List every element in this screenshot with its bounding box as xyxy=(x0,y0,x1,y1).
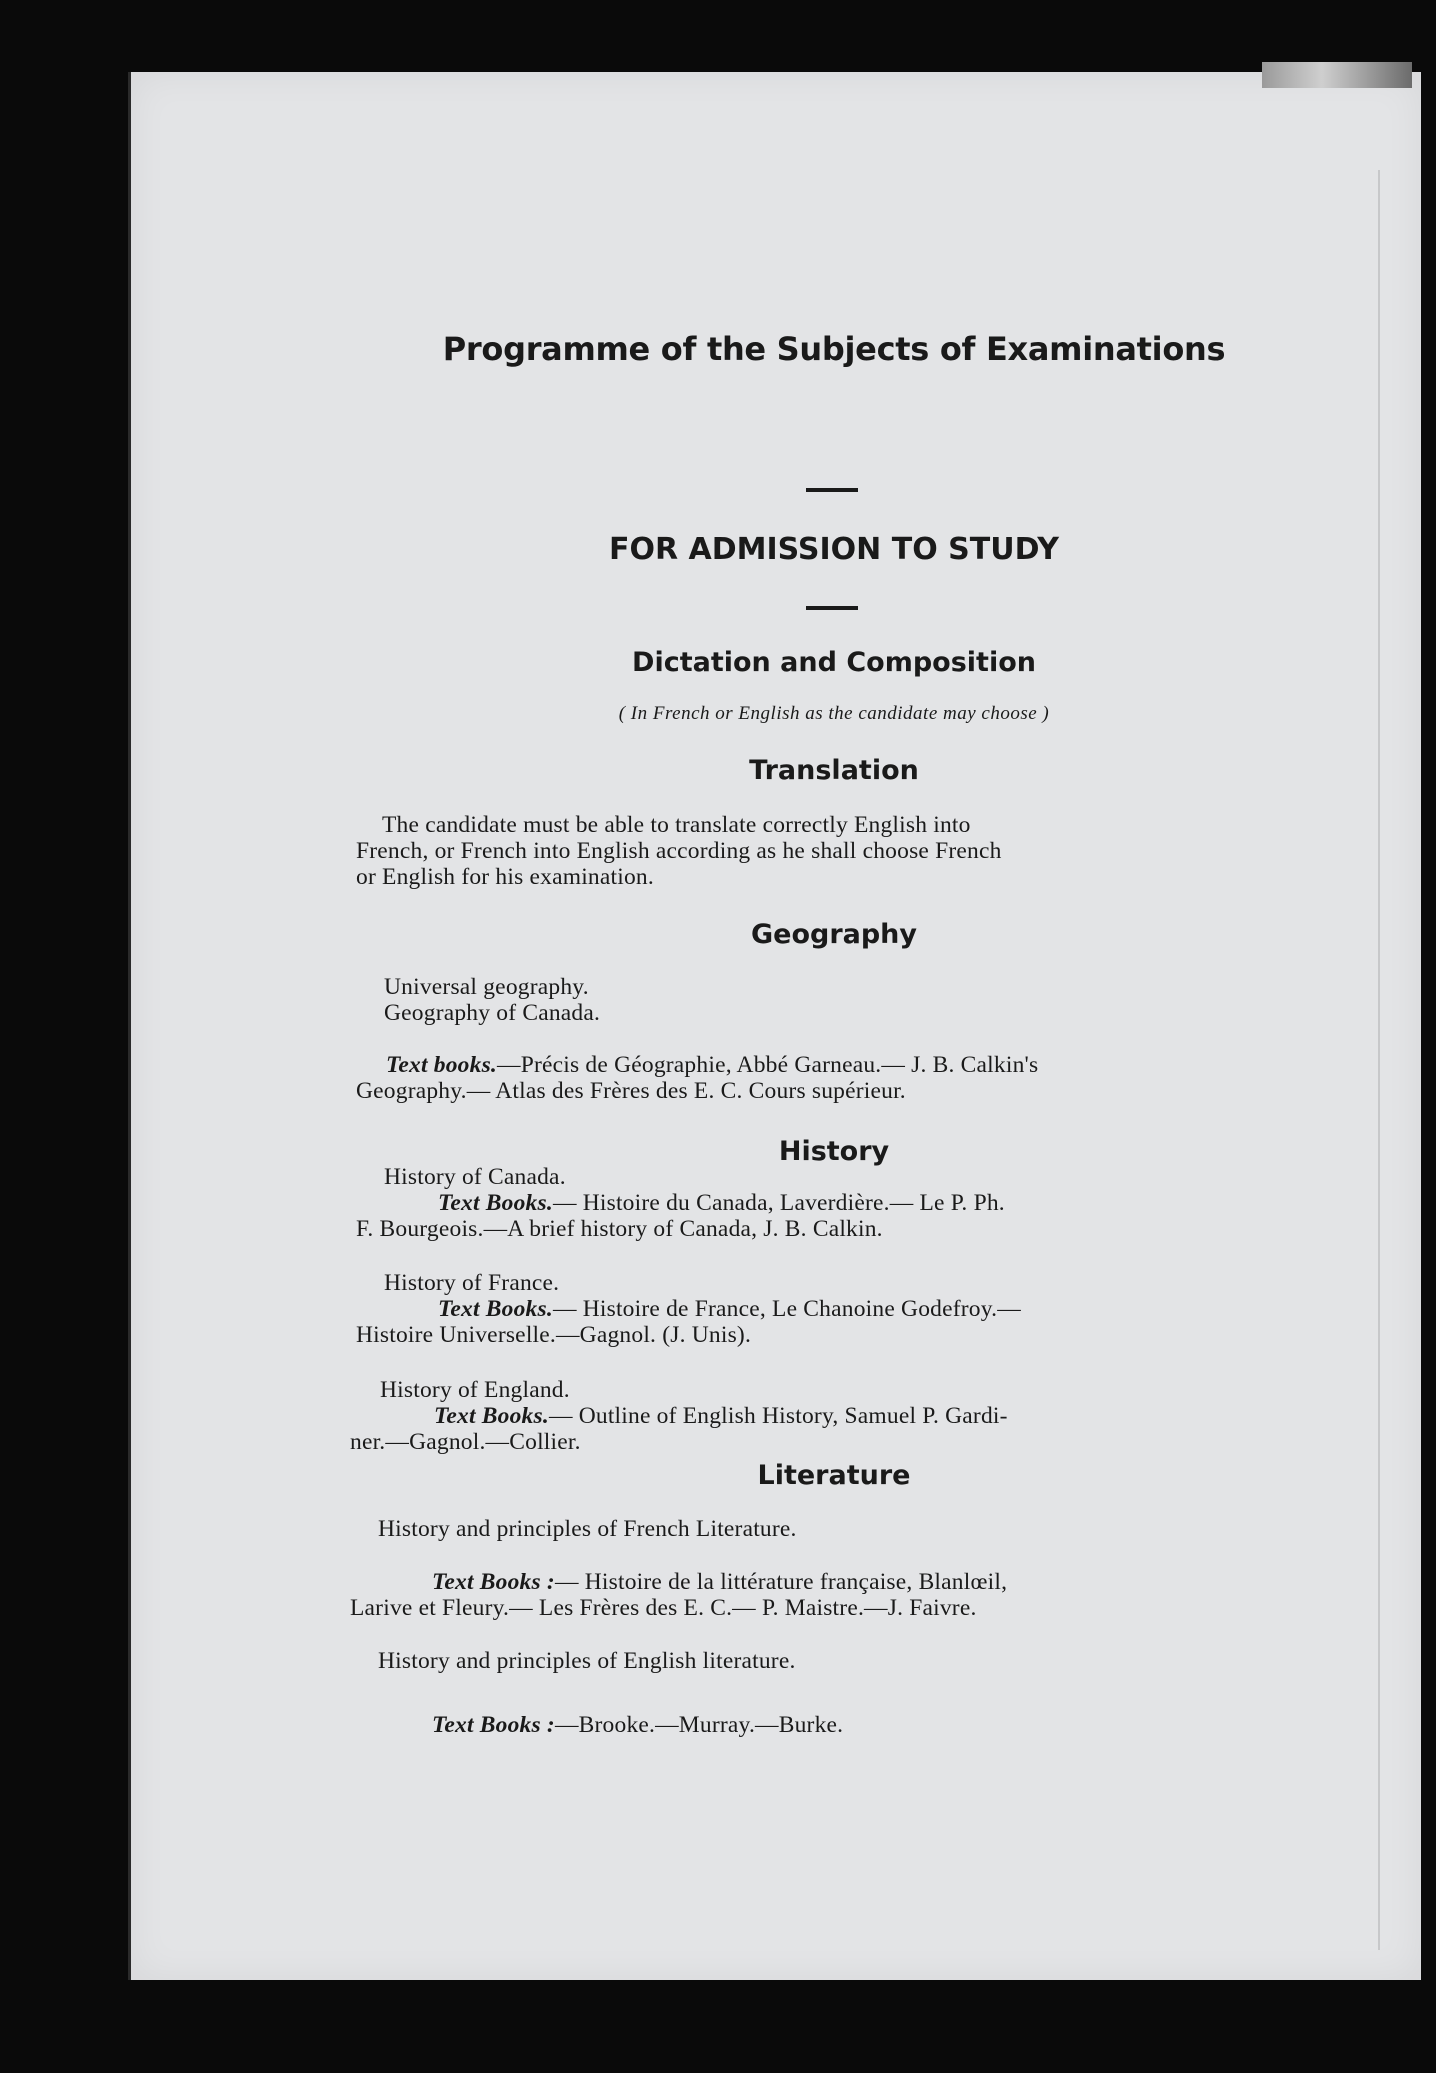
literature-french-textbooks-text-1: — Histoire de la littérature française, Blanlœil, xyxy=(554,1569,1008,1595)
history-france-textbooks-line-2: Histoire Universelle.—Gagnol. (J. Unis). xyxy=(356,1322,752,1348)
geography-item-canada: Geography of Canada. xyxy=(384,1000,601,1026)
history-canada xyxy=(356,1164,1005,1242)
literature-french xyxy=(378,1516,797,1542)
section-heading-translation: Translation xyxy=(749,755,919,786)
history-france-textbooks-label: Text Books. xyxy=(438,1296,553,1322)
literature-french-textbooks-line-2: Larive et Fleury.— Les Frères des E. C.— P. Maistre.—J. Faivre. xyxy=(350,1595,977,1621)
section-heading-geography: Geography xyxy=(750,919,918,950)
literature-english-textbooks-line-1 xyxy=(432,1712,843,1738)
history-france-title: History of France. xyxy=(384,1270,560,1296)
literature-french-textbooks-label: Text Books : xyxy=(432,1569,555,1595)
translation-line-2: French, or French into English according as he shall choose French xyxy=(356,838,1002,864)
literature-french-title: History and principles of French Literature. xyxy=(378,1516,797,1542)
history-france-textbooks-text-1: — Histoire de France, Le Chanoine Godefroy.— xyxy=(552,1296,1021,1322)
literature-french-textbooks-line-1 xyxy=(350,1569,1007,1595)
history-england-title: History of England. xyxy=(380,1377,570,1403)
subtitle-rule xyxy=(806,606,858,610)
translation-paragraph xyxy=(356,812,1186,890)
literature-english-textbooks xyxy=(432,1712,843,1738)
dictation-note: ( In French or English as the candidate may choose ) xyxy=(618,703,1050,724)
geography-items xyxy=(384,974,600,1026)
history-england-textbooks-line-1 xyxy=(350,1403,1008,1429)
history-england-textbooks-line-2: ner.—Gagnol.—Collier. xyxy=(350,1429,581,1455)
geography-textbooks-line-2: Geography.— Atlas des Frères des E. C. Cours supérieur. xyxy=(356,1078,906,1104)
scan-edge-artifact xyxy=(1262,62,1412,88)
literature-english-textbooks-text-1: —Brooke.—Murray.—Burke. xyxy=(554,1712,844,1738)
literature-english xyxy=(378,1648,796,1674)
translation-line-3: or English for his examination. xyxy=(356,864,654,890)
literature-french-textbooks xyxy=(350,1569,1007,1621)
history-canada-textbooks-line-1 xyxy=(356,1190,1005,1216)
page-subtitle: FOR ADMISSION TO STUDY xyxy=(608,532,1060,567)
literature-english-textbooks-label: Text Books : xyxy=(432,1712,555,1738)
history-canada-title: History of Canada. xyxy=(384,1164,566,1190)
geography-textbooks-text-1: —Précis de Géographie, Abbé Garneau.— J. B. Calkin's xyxy=(497,1052,1039,1078)
history-england-textbooks-label: Text Books. xyxy=(434,1403,549,1429)
title-rule xyxy=(806,488,858,492)
translation-line-1: The candidate must be able to translate correctly English into xyxy=(382,812,971,838)
geography-textbooks-line-1 xyxy=(356,1052,1038,1078)
history-canada-textbooks-text-1: — Histoire du Canada, Laverdière.— Le P. Ph. xyxy=(552,1190,1005,1216)
page-title: Programme of the Subjects of Examinations xyxy=(442,330,1226,368)
history-france-textbooks-line-1 xyxy=(356,1296,1021,1322)
literature-english-title: History and principles of English literature. xyxy=(378,1648,796,1674)
page-fold-line xyxy=(1378,170,1380,1950)
history-canada-textbooks-label: Text Books. xyxy=(438,1190,553,1216)
geography-textbooks xyxy=(356,1052,1038,1104)
section-heading-dictation: Dictation and Composition xyxy=(632,647,1036,678)
history-canada-textbooks-line-2: F. Bourgeois.—A brief history of Canada, J. B. Calkin. xyxy=(356,1216,883,1242)
section-heading-history: History xyxy=(778,1136,890,1167)
section-heading-literature: Literature xyxy=(757,1460,911,1491)
geography-textbooks-label: Text books. xyxy=(386,1052,498,1078)
geography-item-universal: Universal geography. xyxy=(384,974,589,1000)
history-england-textbooks-text-1: — Outline of English History, Samuel P. Gardi- xyxy=(548,1403,1008,1429)
history-england xyxy=(350,1377,1008,1455)
history-france xyxy=(356,1270,1021,1348)
